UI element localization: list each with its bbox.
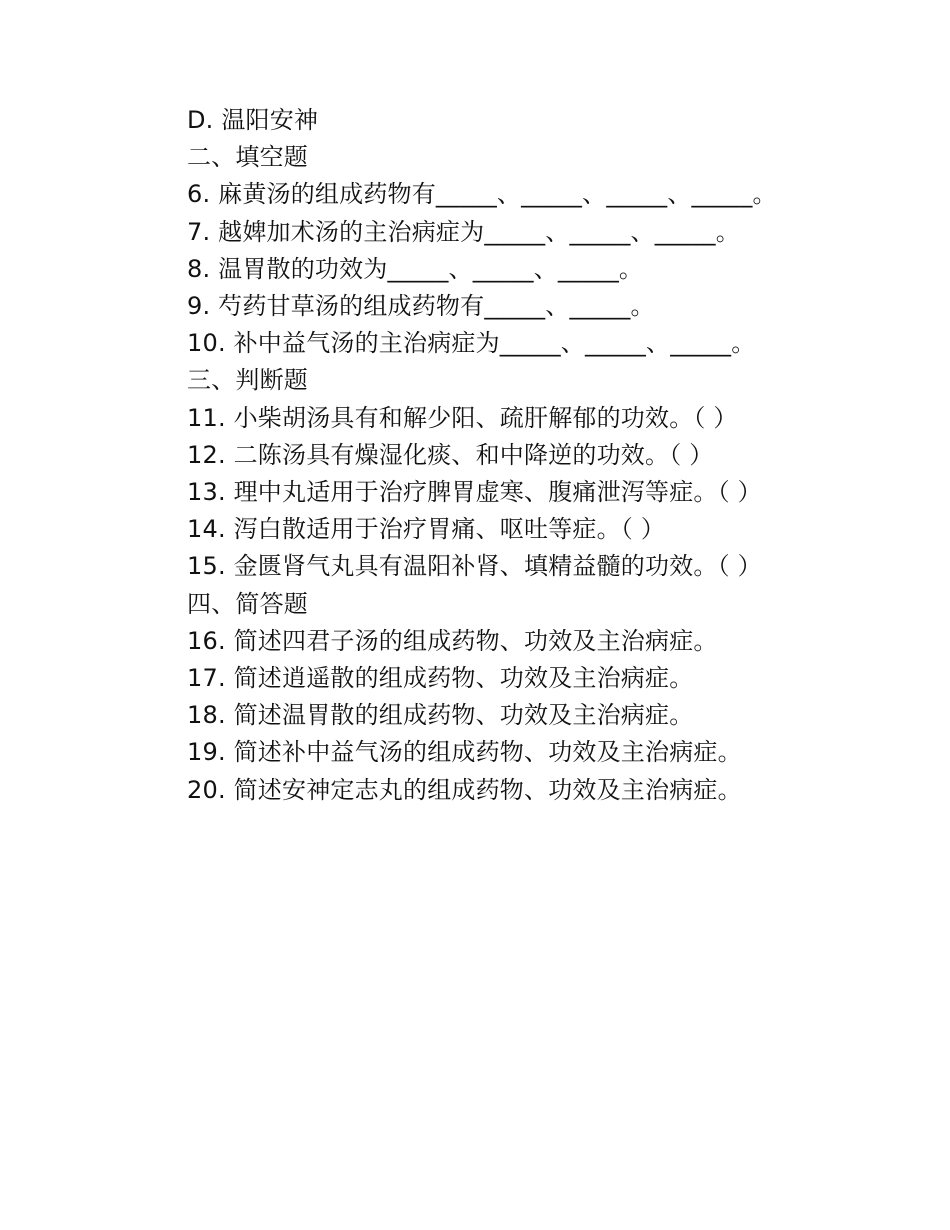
question-20: 20. 简述安神定志丸的组成药物、功效及主治病症。 [187,775,742,804]
section-heading-short-answer: 四、简答题 [187,589,308,618]
question-14: 14. 泻白散适用于治疗胃痛、呕吐等症。（ ） [187,515,666,544]
question-11: 11. 小柴胡汤具有和解少阳、疏肝解郁的功效。（ ） [187,403,738,432]
question-9: 9. 芍药甘草汤的组成药物有_____、_____。 [187,292,655,321]
question-13: 13. 理中丸适用于治疗脾胃虚寒、腹痛泄泻等症。（ ） [187,478,762,507]
option-d: D. 温阳安神 [187,106,319,134]
question-12: 12. 二陈汤具有燥湿化痰、和中降逆的功效。（ ） [187,440,714,469]
question-10: 10. 补中益气汤的主治病症为_____、_____、_____。 [187,329,756,358]
question-18: 18. 简述温胃散的组成药物、功效及主治病症。 [187,701,694,730]
section-heading-true-false: 三、判断题 [187,366,308,395]
question-16: 16. 简述四君子汤的组成药物、功效及主治病症。 [187,626,718,655]
question-19: 19. 简述补中益气汤的组成药物、功效及主治病症。 [187,738,742,767]
question-8: 8. 温胃散的功效为_____、_____、_____。 [187,254,644,283]
question-6: 6. 麻黄汤的组成药物有_____、_____、_____、_____。 [187,180,777,209]
section-heading-fill-in: 二、填空题 [187,143,308,172]
document-body [187,102,907,809]
question-7: 7. 越婢加术汤的主治病症为_____、_____、_____。 [187,217,740,246]
question-15: 15. 金匮肾气丸具有温阳补肾、填精益髓的功效。（ ） [187,552,762,581]
question-17: 17. 简述逍遥散的组成药物、功效及主治病症。 [187,664,694,693]
